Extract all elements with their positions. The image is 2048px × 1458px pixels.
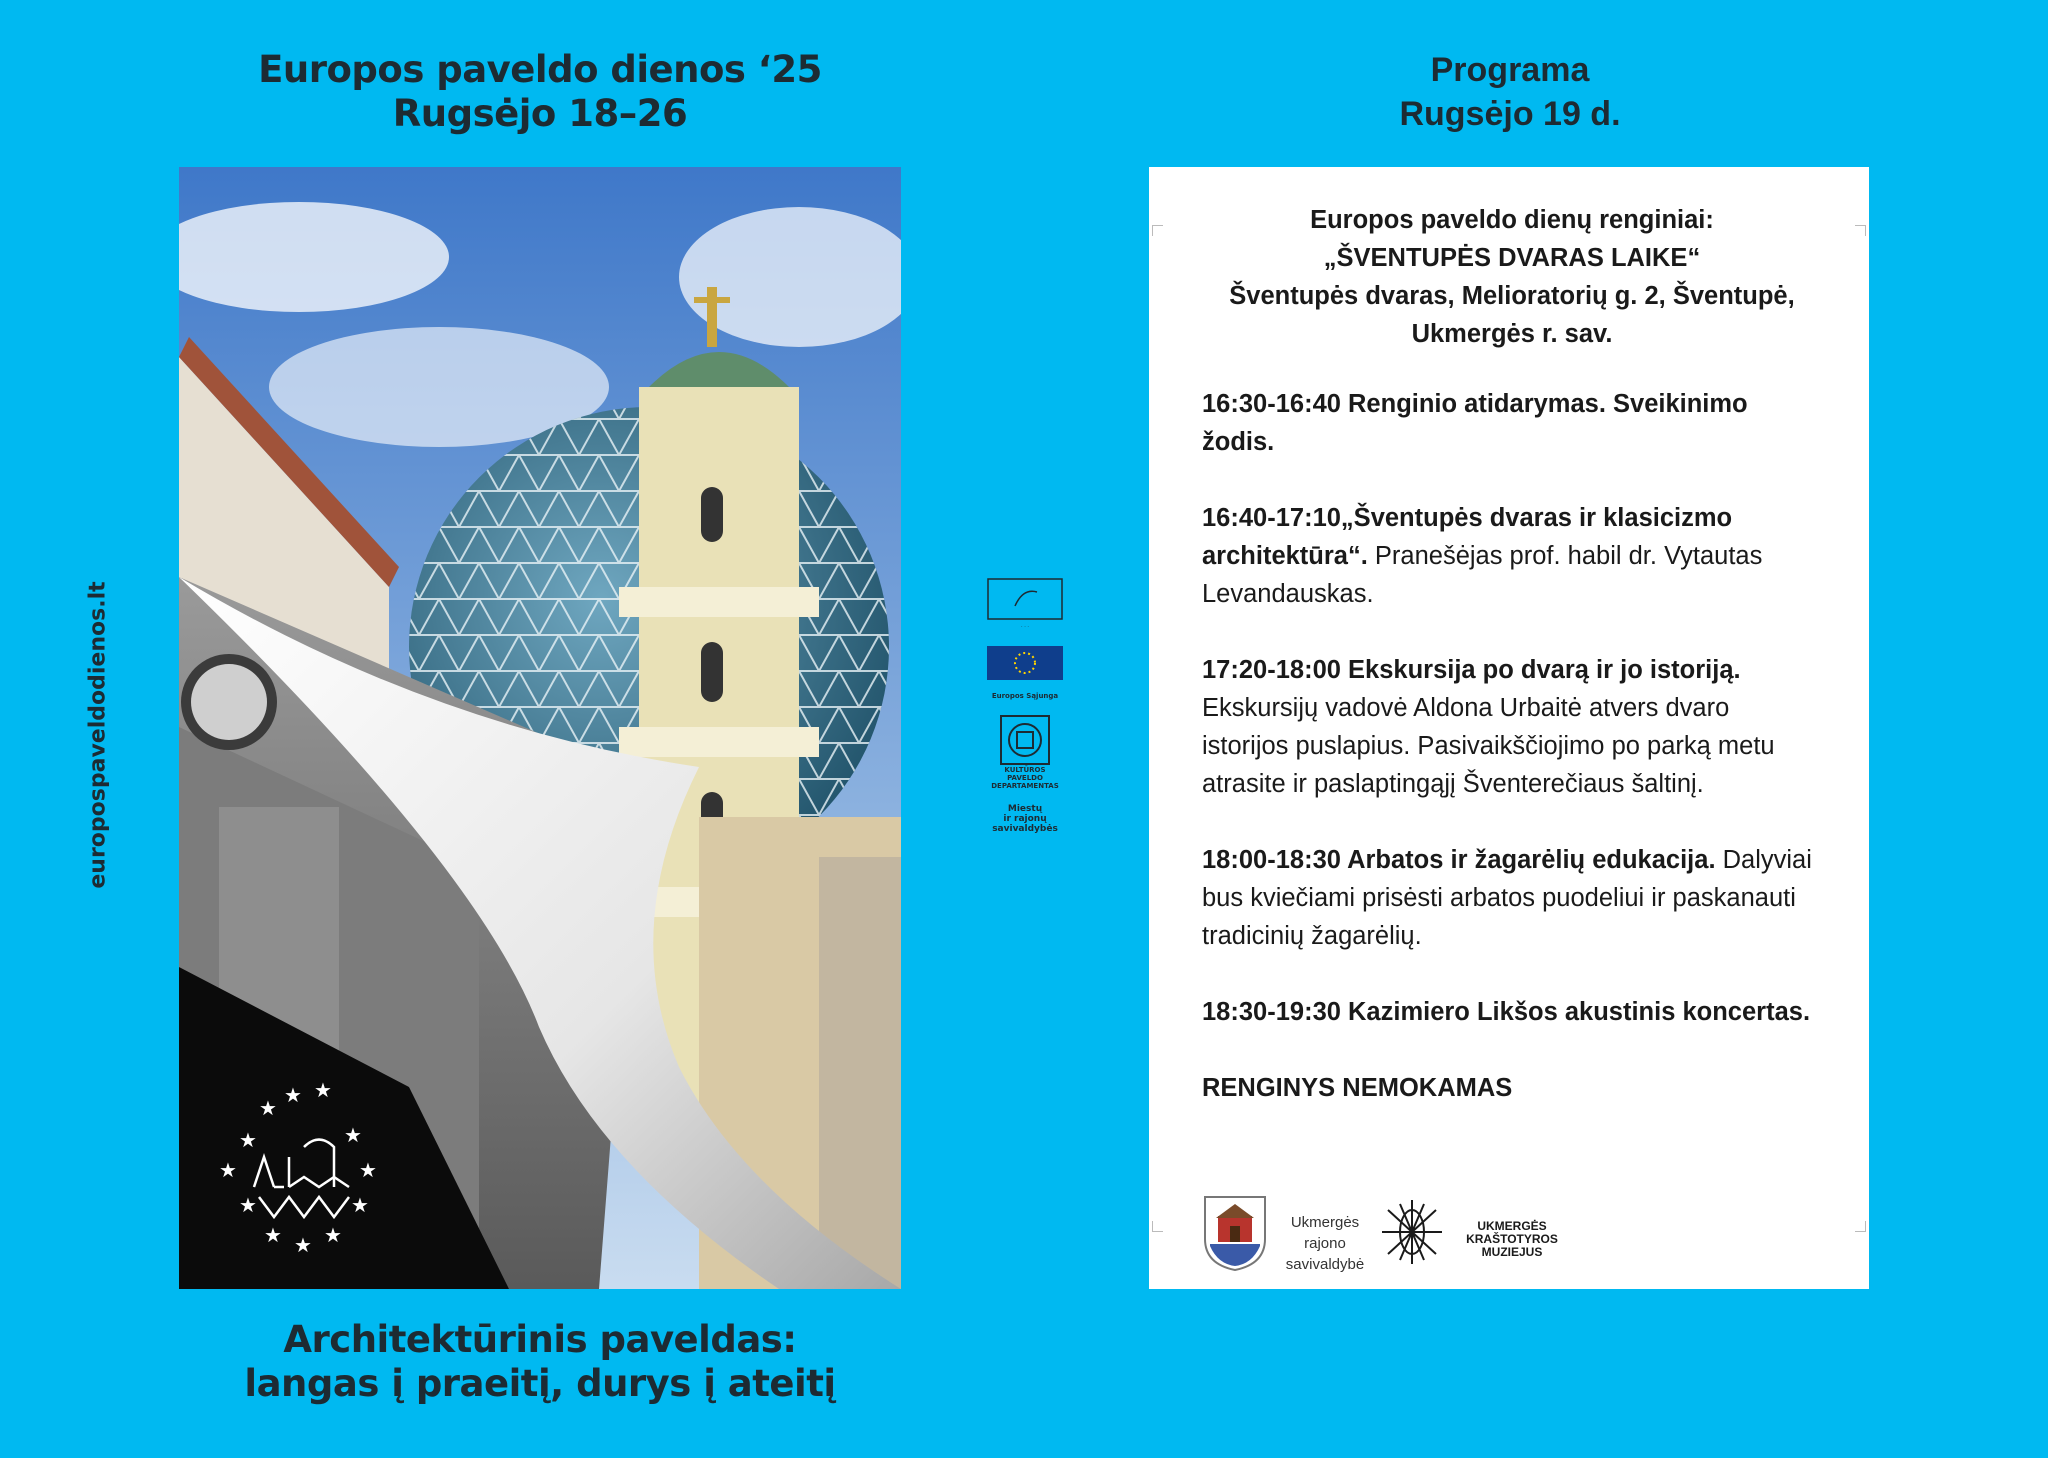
svg-text:★: ★ [324, 1223, 342, 1247]
program-heading [1202, 201, 1822, 353]
eu-text: Europos Sąjunga [991, 692, 1059, 700]
program-item [1202, 993, 1822, 1031]
ukmerge-coat-of-arms-icon [1202, 1194, 1268, 1272]
program-heading-line1: Europos paveldo dienų renginiai: [1310, 206, 1714, 234]
mun-line2: ir rajonų [1003, 814, 1047, 824]
program-heading-line3: Šventupės dvaras, Melioratorių g. 2, Šventupė, [1229, 282, 1795, 310]
crop-mark [1152, 1221, 1163, 1232]
ukmerge-municipality-label [1275, 1212, 1375, 1275]
kpd-line3: DEPARTAMENTAS [991, 782, 1059, 790]
left-title-line2: Rugsėjo 18–26 [392, 92, 688, 135]
svg-text:★: ★ [259, 1096, 277, 1120]
program-item [1202, 841, 1822, 955]
partner-logos [984, 578, 1066, 834]
mun-line3: savivaldybės [992, 824, 1058, 834]
program-content [1202, 201, 1822, 1117]
program-card [1149, 167, 1869, 1289]
uk-line3: savivaldybė [1285, 1256, 1365, 1273]
right-title-line2: Rugsėjo 19 d. [1399, 95, 1621, 133]
svg-text:★: ★ [284, 1083, 302, 1107]
municipalities-text [984, 804, 1066, 834]
svg-text:★: ★ [294, 1233, 312, 1257]
council-of-europe-logo [987, 578, 1063, 632]
organizer-logos [1202, 1190, 1822, 1280]
program-item [1202, 651, 1822, 803]
program-item-text: Pranešėjas prof. habil dr. Vytautas Levandauskas. [1202, 542, 1763, 608]
muz-line3: MUZIEJUS [1481, 1245, 1543, 1259]
kpd-logo [999, 714, 1051, 766]
crop-mark [1152, 225, 1163, 236]
svg-text:★: ★ [359, 1158, 377, 1182]
kpd-line1: KULTŪROS [1004, 766, 1046, 774]
muz-line2: KRAŠTOTYROS [1466, 1232, 1558, 1246]
muz-line1: UKMERGĖS [1477, 1219, 1547, 1233]
uk-line2: rajono [1304, 1235, 1346, 1252]
left-title-line1: Europos paveldo dienos ‘25 [258, 48, 822, 91]
svg-text:★: ★ [239, 1193, 257, 1217]
svg-text:· · ·: · · · [1021, 624, 1029, 630]
crop-mark [1855, 1221, 1866, 1232]
free-event-notice: RENGINYS NEMOKAMAS [1202, 1074, 1513, 1102]
svg-text:★: ★ [219, 1158, 237, 1182]
program-item [1202, 499, 1822, 613]
right-title-line1: Programa [1430, 51, 1590, 89]
program-item-time-title: 17:20-18:00 Ekskursija po dvarą ir jo istoriją. [1202, 656, 1741, 684]
uk-line1: Ukmergės [1290, 1214, 1360, 1231]
poster-illustration [179, 167, 901, 1289]
left-bottom-line1: Architektūrinis paveldas: [283, 1318, 797, 1361]
mun-line1: Miestų [1007, 804, 1043, 814]
left-bottom-title [178, 1318, 902, 1406]
kpd-line2: PAVELDO [1007, 774, 1043, 782]
svg-text:★: ★ [314, 1078, 332, 1102]
svg-text:★: ★ [239, 1128, 257, 1152]
program-item-time-title: 16:30-16:40 Renginio atidarymas. Sveikinimo žodis. [1202, 390, 1748, 456]
svg-text:★: ★ [264, 1223, 282, 1247]
svg-text:★: ★ [351, 1193, 369, 1217]
program-item-time-title: 18:00-18:30 Arbatos ir žagarėlių edukacija. [1202, 846, 1716, 874]
program-item-time-title: 16:40-17:10„Šventupės dvaras ir klasicizmo architektūra“. [1202, 504, 1733, 570]
kpd-text [984, 766, 1066, 790]
eu-flag-logo [987, 642, 1063, 692]
svg-text:★: ★ [344, 1123, 362, 1147]
museum-label [1457, 1220, 1567, 1259]
right-title [1150, 48, 1870, 136]
program-heading-line2: „ŠVENTUPĖS DVARAS LAIKE“ [1323, 244, 1701, 272]
museum-emblem-icon [1374, 1196, 1450, 1268]
crop-mark [1855, 225, 1866, 236]
program-item-text: Ekskursijų vadovė Aldona Urbaitė atvers dvaro istorijos puslapius. Pasivaikščiojimo po parką metu atrasite ir paslaptingąjį Šventerečiaus šaltinį. [1202, 694, 1775, 798]
program-item-text: Dalyviai bus kviečiami prisėsti arbatos puodeliui ir paskanauti tradicinių žagarėlių. [1202, 846, 1812, 950]
program-heading-line4: Ukmergės r. sav. [1411, 320, 1613, 348]
side-url-text[interactable]: europospaveldodienos.lt [85, 581, 111, 889]
program-item [1202, 385, 1822, 461]
program-item-time-title: 18:30-19:30 Kazimiero Likšos akustinis koncertas. [1202, 998, 1811, 1026]
left-title [178, 48, 902, 136]
left-bottom-line2: langas į praeitį, durys į ateitį [244, 1362, 836, 1405]
poster-image [179, 167, 901, 1289]
side-url[interactable] [38, 581, 158, 889]
